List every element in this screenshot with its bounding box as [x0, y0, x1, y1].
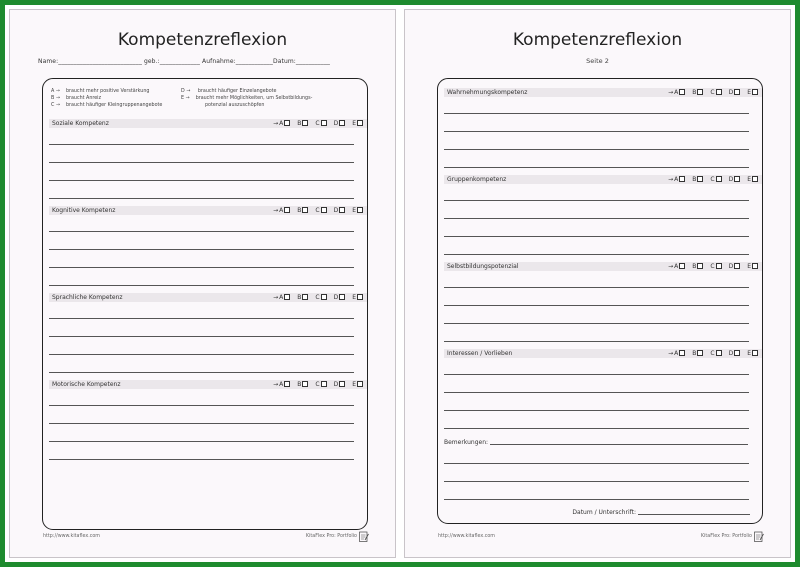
section-header — [49, 293, 367, 302]
legend-key: D → — [181, 89, 191, 94]
checkbox[interactable] — [697, 176, 703, 182]
page-title: Kompetenzreflexion — [512, 30, 683, 50]
legend-text: braucht mehr positive Verstärkung — [65, 89, 150, 94]
legend-text: braucht häufiger Einzelangebote — [197, 89, 277, 94]
checkbox[interactable] — [321, 207, 327, 213]
rating-options — [273, 380, 363, 389]
section-title: Motorische Kompetenz — [52, 381, 121, 388]
rating-a[interactable]: A — [279, 293, 290, 302]
rating-d[interactable]: D — [729, 88, 741, 97]
arrow-icon: → — [273, 120, 279, 127]
arrow-icon: → — [273, 207, 279, 214]
rating-b[interactable]: B — [297, 380, 308, 389]
section-title: Interessen / Vorlieben — [447, 350, 513, 357]
checkbox[interactable] — [284, 207, 290, 213]
rating-b[interactable]: B — [692, 349, 703, 358]
page-1 — [9, 9, 396, 558]
rating-options — [273, 293, 363, 302]
notepad-icon — [754, 531, 764, 542]
rating-c[interactable]: C — [710, 88, 721, 97]
meta-line — [38, 58, 378, 65]
form-box — [42, 78, 368, 530]
rating-c[interactable]: C — [710, 349, 721, 358]
checkbox[interactable] — [284, 294, 290, 300]
aufnahme-field[interactable]: ____________ — [235, 58, 273, 65]
checkbox[interactable] — [679, 350, 685, 356]
checkbox[interactable] — [752, 176, 758, 182]
rating-d[interactable]: D — [729, 175, 741, 184]
rating-a[interactable]: A — [674, 349, 685, 358]
checkbox[interactable] — [357, 381, 363, 387]
checkbox[interactable] — [339, 207, 345, 213]
checkbox[interactable] — [734, 350, 740, 356]
geb-label: geb.: — [143, 58, 160, 65]
checkbox[interactable] — [697, 89, 703, 95]
rating-d[interactable]: D — [334, 206, 346, 215]
section-header — [49, 380, 367, 389]
aufnahme-label: Aufnahme: — [202, 58, 236, 65]
signature-field[interactable] — [638, 509, 750, 515]
section-header — [444, 175, 762, 184]
rating-b[interactable]: B — [297, 206, 308, 215]
rating-e[interactable]: E — [747, 262, 758, 271]
legend-key: B → — [51, 96, 60, 101]
legend — [51, 89, 361, 113]
legend-key: A → — [51, 89, 60, 94]
rating-d[interactable]: D — [334, 293, 346, 302]
checkbox[interactable] — [734, 176, 740, 182]
section-header — [444, 88, 762, 97]
rating-e[interactable]: E — [747, 88, 758, 97]
checkbox[interactable] — [697, 350, 703, 356]
rating-c[interactable]: C — [315, 293, 326, 302]
checkbox[interactable] — [679, 176, 685, 182]
section-title: Selbstbildungspotenzial — [447, 263, 519, 270]
document-spread — [5, 5, 795, 562]
rating-c[interactable]: C — [710, 262, 721, 271]
rating-e[interactable]: E — [352, 119, 363, 128]
legend-text: potenzial auszuschöpfen — [205, 103, 265, 108]
section-title: Sprachliche Kompetenz — [52, 294, 123, 301]
checkbox[interactable] — [679, 263, 685, 269]
datum-label: Datum: — [273, 58, 296, 65]
arrow-icon: → — [273, 381, 279, 388]
legend-text: braucht häufiger Kleingruppenangebote — [66, 103, 163, 108]
section-title: Soziale Kompetenz — [52, 120, 109, 127]
legend-text: braucht Anreiz — [65, 96, 102, 101]
name-field[interactable]: ___________________________ — [58, 58, 142, 65]
rating-d[interactable]: D — [334, 119, 346, 128]
section-title: Kognitive Kompetenz — [52, 207, 116, 214]
section-selbstbildungspotenzial — [444, 262, 762, 271]
notepad-icon — [359, 531, 369, 542]
arrow-icon: → — [668, 176, 674, 183]
rating-b[interactable]: B — [692, 262, 703, 271]
arrow-icon: → — [668, 263, 674, 270]
page-title: Kompetenzreflexion — [117, 30, 288, 50]
checkbox[interactable] — [321, 120, 327, 126]
section-wahrnehmungskompetenz — [444, 88, 762, 97]
rating-options — [273, 119, 363, 128]
rating-options — [668, 175, 758, 184]
section-kognitive-kompetenz — [49, 206, 367, 215]
checkbox[interactable] — [339, 294, 345, 300]
rating-e[interactable]: E — [747, 175, 758, 184]
footer-url[interactable]: http://www.kitaflex.com — [43, 534, 100, 539]
rating-c[interactable]: C — [710, 175, 721, 184]
checkbox[interactable] — [284, 381, 290, 387]
datum-field[interactable]: ___________ — [295, 58, 331, 65]
rating-d[interactable]: D — [334, 380, 346, 389]
rating-options — [668, 262, 758, 271]
footer-url[interactable]: http://www.kitaflex.com — [438, 534, 495, 539]
arrow-icon: → — [273, 294, 279, 301]
bemerkungen-row — [444, 439, 748, 446]
rating-c[interactable]: C — [315, 119, 326, 128]
rating-d[interactable]: D — [729, 262, 741, 271]
rating-options — [668, 88, 758, 97]
rating-e[interactable]: E — [747, 349, 758, 358]
checkbox[interactable] — [339, 381, 345, 387]
section-header — [49, 206, 367, 215]
arrow-icon: → — [668, 89, 674, 96]
rating-b[interactable]: B — [297, 293, 308, 302]
rating-d[interactable]: D — [729, 349, 741, 358]
footer-brand: KitaFlex Pro: Portfolio — [305, 534, 357, 539]
checkbox[interactable] — [679, 89, 685, 95]
checkbox[interactable] — [716, 176, 722, 182]
checkbox[interactable] — [752, 263, 758, 269]
signature-label: Datum / Unterschrift: — [572, 509, 636, 516]
checkbox[interactable] — [284, 120, 290, 126]
rating-a[interactable]: A — [674, 262, 685, 271]
rating-options — [668, 349, 758, 358]
checkbox[interactable] — [357, 120, 363, 126]
rating-c[interactable]: C — [315, 380, 326, 389]
checkbox[interactable] — [716, 350, 722, 356]
checkbox[interactable] — [321, 294, 327, 300]
rating-options — [273, 206, 363, 215]
rating-b[interactable]: B — [692, 175, 703, 184]
checkbox[interactable] — [321, 381, 327, 387]
checkbox[interactable] — [357, 207, 363, 213]
checkbox[interactable] — [302, 207, 308, 213]
rating-c[interactable]: C — [315, 206, 326, 215]
section-header — [49, 119, 367, 128]
rating-e[interactable]: E — [352, 206, 363, 215]
checkbox[interactable] — [357, 294, 363, 300]
bemerkungen-label: Bemerkungen: — [444, 439, 489, 446]
checkbox[interactable] — [734, 89, 740, 95]
geb-field[interactable]: _____________ — [159, 58, 201, 65]
checkbox[interactable] — [716, 263, 722, 269]
checkbox[interactable] — [697, 263, 703, 269]
signature-row — [572, 509, 750, 516]
form-box — [437, 78, 763, 524]
rating-e[interactable]: E — [352, 293, 363, 302]
rating-a[interactable]: A — [674, 175, 685, 184]
rating-a[interactable]: A — [279, 119, 290, 128]
legend-key: E → — [181, 96, 190, 101]
bemerkungen-field[interactable] — [490, 439, 748, 445]
section-header — [444, 262, 762, 271]
section-title: Gruppenkompetenz — [447, 176, 507, 183]
legend-text: braucht mehr Möglichkeiten, um Selbstbildungs- — [195, 96, 313, 101]
section-header — [444, 349, 762, 358]
checkbox[interactable] — [734, 263, 740, 269]
footer-brand: KitaFlex Pro: Portfolio — [700, 534, 752, 539]
section-motorische-kompetenz — [49, 380, 367, 389]
section-title: Wahrnehmungskompetenz — [447, 89, 528, 96]
rating-a[interactable]: A — [674, 88, 685, 97]
legend-key: C → — [51, 103, 60, 108]
section-sprachliche-kompetenz — [49, 293, 367, 302]
page-subtitle: Seite 2 — [586, 57, 609, 65]
section-gruppenkompetenz — [444, 175, 762, 184]
rating-b[interactable]: B — [297, 119, 308, 128]
rating-a[interactable]: A — [279, 206, 290, 215]
name-label: Name: — [38, 58, 59, 65]
checkbox[interactable] — [302, 381, 308, 387]
checkbox[interactable] — [752, 350, 758, 356]
checkbox[interactable] — [302, 120, 308, 126]
rating-b[interactable]: B — [692, 88, 703, 97]
arrow-icon: → — [668, 350, 674, 357]
checkbox[interactable] — [302, 294, 308, 300]
checkbox[interactable] — [716, 89, 722, 95]
rating-a[interactable]: A — [279, 380, 290, 389]
checkbox[interactable] — [752, 89, 758, 95]
page-2 — [404, 9, 791, 558]
section-interessen-vorlieben — [444, 349, 762, 358]
rating-e[interactable]: E — [352, 380, 363, 389]
checkbox[interactable] — [339, 120, 345, 126]
section-soziale-kompetenz — [49, 119, 367, 128]
